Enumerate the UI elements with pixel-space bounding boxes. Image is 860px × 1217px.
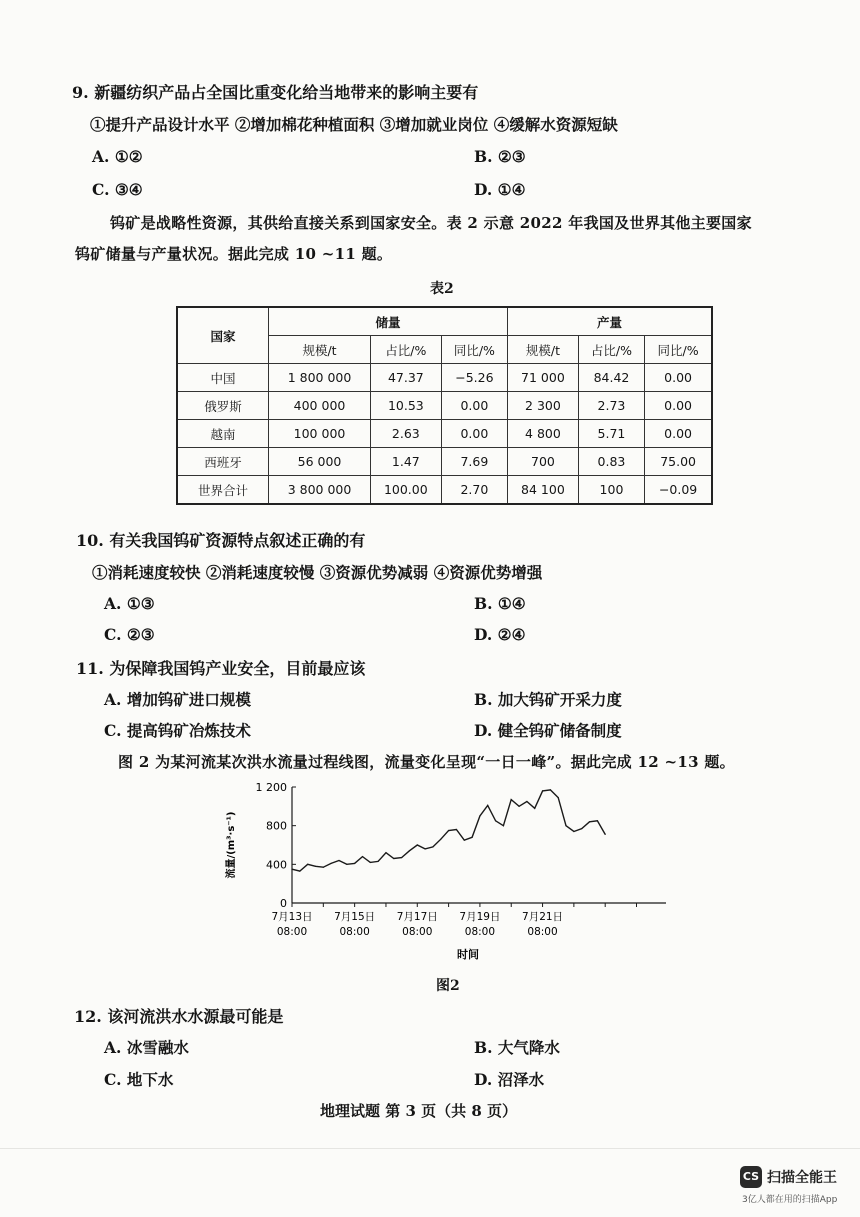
q12-option-d: D. 沼泽水: [474, 1070, 545, 1089]
q10-option-b: B. ①④: [474, 594, 526, 613]
y-tick-label: 800: [266, 819, 287, 833]
q11-option-d: D. 健全钨矿储备制度: [474, 721, 622, 740]
data-point: [401, 857, 402, 858]
data-point: [425, 848, 426, 849]
table-cell: 71 000: [508, 364, 579, 392]
data-point: [331, 863, 332, 864]
intro-tungsten-line1: 钨矿是战略性资源，其供给直接关系到国家安全。表 2 示意 2022 年我国及世界其他主要国家: [110, 214, 752, 232]
table-row: [177, 392, 712, 420]
q9-option-d: D. ①④: [474, 180, 526, 199]
data-point: [479, 815, 480, 816]
page-footer: 地理试题 第 3 页（共 8 页）: [320, 1102, 517, 1120]
table-cell: 2.73: [578, 392, 644, 420]
camscanner-tagline: 3亿人都在用的扫描App: [742, 1195, 838, 1205]
x-tick-label-time: 08:00: [527, 926, 558, 938]
q10-statements: ①消耗速度较快 ②消耗速度较慢 ③资源优势减弱 ④资源优势增强: [92, 563, 543, 582]
country-cell: 俄罗斯: [177, 392, 269, 420]
table-row: [177, 448, 712, 476]
table-cell: 0.00: [645, 392, 712, 420]
data-point: [393, 858, 394, 859]
table-cell: 700: [508, 448, 579, 476]
data-point: [354, 863, 355, 864]
data-point: [378, 861, 379, 862]
table-cell: 0.00: [645, 420, 712, 448]
data-point: [581, 828, 582, 829]
table-cell: 1.47: [371, 448, 442, 476]
x-tick-label-time: 08:00: [276, 926, 308, 938]
table2-subheader: 同比/%: [645, 336, 712, 364]
table-cell: 400 000: [269, 392, 371, 420]
table-cell: 2.70: [441, 476, 507, 505]
table-cell: 47.37: [371, 364, 442, 392]
q12-option-c: C. 地下水: [104, 1070, 174, 1089]
data-point: [338, 860, 339, 861]
data-point: [315, 866, 316, 867]
data-point: [362, 856, 363, 857]
table-cell: 84 100: [508, 476, 579, 505]
table-row: [177, 420, 712, 448]
q12-option-a: A. 冰雪融水: [104, 1038, 189, 1057]
table-cell: 1 800 000: [269, 364, 371, 392]
table-cell: 75.00: [645, 448, 712, 476]
q9-option-c: C. ③④: [92, 180, 143, 199]
y-axis-label: 流量/(m³·s⁻¹): [226, 811, 237, 879]
q11-option-c: C. 提高钨矿冶炼技术: [104, 721, 251, 740]
country-cell: 越南: [177, 420, 269, 448]
table2-caption: 表2: [430, 281, 454, 297]
table-cell: 3 800 000: [269, 476, 371, 505]
table2-subheader: 规模/t: [508, 336, 579, 364]
x-tick-label-date: 7月17日: [396, 911, 438, 923]
table-cell: 4 800: [508, 420, 579, 448]
data-point: [291, 869, 292, 870]
table2-country-header: 国家: [177, 307, 269, 364]
data-point: [503, 825, 504, 826]
country-cell: 世界合计: [177, 476, 269, 505]
data-point: [385, 852, 386, 853]
table-row: [177, 364, 712, 392]
table-row: [177, 476, 712, 505]
data-point: [471, 837, 472, 838]
data-point: [550, 789, 551, 790]
table-cell: 7.69: [441, 448, 507, 476]
y-tick-label: 1 200: [255, 781, 287, 794]
x-tick-label-time: 08:00: [402, 926, 433, 938]
data-point: [456, 829, 457, 830]
data-point: [440, 839, 441, 840]
data-point: [417, 844, 418, 845]
table-cell: −5.26: [441, 364, 507, 392]
scan-divider: [0, 1148, 860, 1149]
x-tick-label-time: 08:00: [339, 926, 370, 938]
data-point: [565, 825, 566, 826]
table-cell: 0.83: [578, 448, 644, 476]
q12-option-b: B. 大气降水: [474, 1038, 560, 1057]
q10-stem: 10. 有关我国钨矿资源特点叙述正确的有: [76, 531, 366, 550]
q11-stem: 11. 为保障我国钨产业安全，目前最应该: [76, 659, 366, 678]
data-point: [323, 867, 324, 868]
table-cell: 0.00: [441, 392, 507, 420]
data-point: [370, 862, 371, 863]
data-point: [495, 820, 496, 821]
q11-option-b: B. 加大钨矿开采力度: [474, 690, 622, 709]
q9-option-a: A. ①②: [92, 147, 143, 166]
q10-option-d: D. ②④: [474, 625, 526, 644]
country-cell: 中国: [177, 364, 269, 392]
data-point: [597, 820, 598, 821]
table-cell: 0.00: [645, 364, 712, 392]
data-point: [526, 801, 527, 802]
data-point: [605, 834, 606, 835]
x-tick-label-date: 7月13日: [271, 911, 313, 923]
data-point: [464, 840, 465, 841]
data-point: [432, 846, 433, 847]
intro-tungsten-line2: 钨矿储量与产量状况。据此完成 10 ~11 题。: [75, 245, 393, 263]
data-point: [511, 799, 512, 800]
flood-hydrograph-chart: [210, 775, 680, 975]
data-point: [558, 797, 559, 798]
data-point: [409, 850, 410, 851]
figure2-caption: 图2: [436, 978, 460, 994]
y-tick-label: 400: [266, 858, 287, 872]
data-point: [573, 831, 574, 832]
data-point: [299, 871, 300, 872]
table-cell: 0.00: [441, 420, 507, 448]
table2-group-reserves: 储量: [269, 307, 508, 336]
data-point: [346, 864, 347, 865]
data-point: [542, 790, 543, 791]
camscanner-name: 扫描全能王: [767, 1170, 837, 1186]
q10-option-a: A. ①③: [104, 594, 155, 613]
table-cell: 5.71: [578, 420, 644, 448]
camscanner-logo: CS: [740, 1166, 762, 1188]
q9-option-b: B. ②③: [474, 147, 526, 166]
data-point: [534, 808, 535, 809]
country-cell: 西班牙: [177, 448, 269, 476]
table2: [176, 306, 713, 505]
x-tick-label-date: 7月21日: [522, 911, 564, 923]
data-point: [487, 805, 488, 806]
table-cell: 84.42: [578, 364, 644, 392]
q9-statements: ①提升产品设计水平 ②增加棉花种植面积 ③增加就业岗位 ④缓解水资源短缺: [90, 115, 618, 134]
table2-group-production: 产量: [508, 307, 712, 336]
table2-subheader: 规模/t: [269, 336, 371, 364]
table-cell: 2 300: [508, 392, 579, 420]
q12-stem: 12. 该河流洪水水源最可能是: [74, 1007, 284, 1026]
table-cell: 56 000: [269, 448, 371, 476]
table-cell: 2.63: [371, 420, 442, 448]
table2-subheader: 占比/%: [371, 336, 442, 364]
table2-subheader: 同比/%: [441, 336, 507, 364]
table2-subheader: 占比/%: [578, 336, 644, 364]
y-tick-label: 0: [280, 897, 287, 910]
q9-stem: 9. 新疆纺织产品占全国比重变化给当地带来的影响主要有: [72, 83, 479, 102]
table-cell: 100: [578, 476, 644, 505]
data-point: [448, 830, 449, 831]
x-axis-label: 时间: [457, 948, 479, 961]
table-cell: 100.00: [371, 476, 442, 505]
x-tick-label-time: 08:00: [464, 926, 496, 938]
q10-option-c: C. ②③: [104, 625, 155, 644]
q11-option-a: A. 增加钨矿进口规模: [104, 690, 251, 709]
intro-flood: 图 2 为某河流某次洪水流量过程线图，流量变化呈现“一日一峰”。据此完成 12 ~13 题。: [118, 753, 735, 771]
table-cell: 10.53: [371, 392, 442, 420]
table-cell: −0.09: [645, 476, 712, 505]
table-cell: 100 000: [269, 420, 371, 448]
x-tick-label-date: 7月19日: [459, 911, 501, 923]
x-tick-label-date: 7月15日: [334, 911, 376, 923]
data-point: [518, 806, 519, 807]
data-point: [307, 864, 308, 865]
data-point: [589, 821, 590, 822]
